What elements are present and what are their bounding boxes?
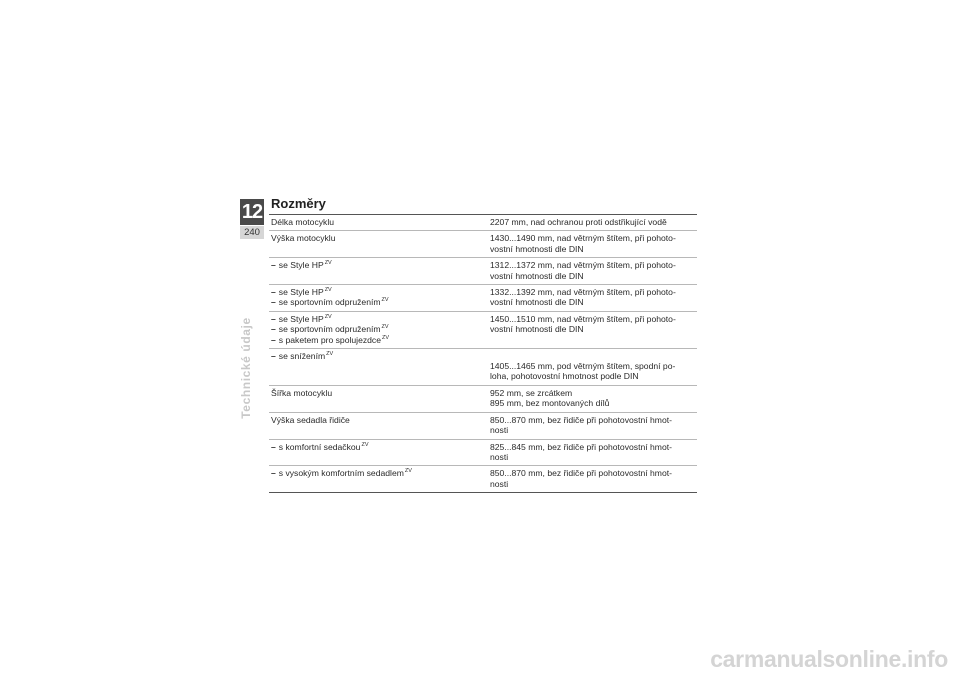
dash-bullet-icon: –	[271, 334, 276, 345]
spec-value-cell	[490, 231, 697, 258]
spec-value-cell	[490, 215, 697, 231]
spec-value-line: 1450...1510 mm, nad větrným štítem, při pohoto-	[490, 313, 676, 324]
accessory-marker: ZV	[324, 260, 332, 267]
spec-value-cell	[490, 466, 697, 493]
chapter-number: 12	[241, 201, 263, 223]
spec-label-cell	[269, 231, 490, 258]
spec-value-cell	[490, 439, 697, 466]
spec-label-text: s vysokým komfortním sedadlem	[278, 468, 404, 479]
accessory-marker: ZV	[324, 313, 332, 320]
dash-bullet-icon: –	[271, 313, 276, 324]
spec-value-cell	[490, 311, 697, 348]
dimensions-table	[269, 214, 697, 493]
section-title: Rozměry	[271, 196, 326, 211]
spec-label-line	[271, 415, 490, 425]
spec-label-text: se sportovním odpružením	[278, 324, 381, 335]
spec-label-text: s paketem pro spolujezdce	[278, 334, 382, 345]
spec-label-text: Délka motocyklu	[271, 217, 335, 227]
spec-value-cell	[490, 285, 697, 312]
dash-bullet-icon: –	[271, 297, 276, 308]
spec-label-text: se snížením	[278, 351, 326, 362]
spec-label-cell	[269, 385, 490, 412]
spec-label-cell	[269, 349, 490, 386]
spec-label-text: se sportovním odpružením	[278, 297, 381, 308]
spec-value-line: 952 mm, se zrcátkem	[490, 387, 573, 398]
spec-value-cell	[490, 412, 697, 439]
spec-value-line: vostní hmotnosti dle DIN	[490, 297, 584, 308]
spec-label-cell	[269, 215, 490, 231]
table-row	[269, 285, 697, 312]
spec-label-text: se Style HP	[278, 313, 324, 324]
spec-label-text: Výška motocyklu	[271, 233, 336, 244]
spec-value-line: 850...870 mm, bez řidiče při pohotovostní hmot-	[490, 414, 672, 425]
dash-bullet-icon: –	[271, 441, 276, 452]
table-row	[269, 385, 697, 412]
spec-value-line: 1430...1490 mm, nad větrným štítem, při pohoto-	[490, 233, 676, 244]
spec-value-line: nosti	[490, 451, 509, 462]
spec-label-line	[271, 287, 490, 297]
spec-label-line	[271, 335, 490, 345]
dash-bullet-icon: –	[271, 287, 276, 298]
spec-label-line	[271, 324, 490, 334]
spec-label-line	[271, 351, 490, 361]
table-row	[269, 349, 697, 386]
table-row	[269, 439, 697, 466]
spec-label-line	[271, 217, 490, 227]
spec-value-line: 1312...1372 mm, nad větrným štítem, při pohoto-	[490, 260, 676, 271]
spec-value-line: 2207 mm, nad ochranou proti odstřikující vodě	[490, 217, 667, 227]
table-row	[269, 231, 697, 258]
spec-label-cell	[269, 311, 490, 348]
chapter-side-title: Technické údaje	[239, 317, 253, 419]
spec-label-cell	[269, 412, 490, 439]
spec-label-line	[271, 388, 490, 398]
spec-label-cell	[269, 466, 490, 493]
accessory-marker: ZV	[361, 441, 369, 448]
accessory-marker: ZV	[381, 297, 389, 304]
spec-label-cell	[269, 439, 490, 466]
page-number: 240	[240, 226, 264, 239]
value-spacer	[490, 351, 697, 361]
spec-value-cell	[490, 385, 697, 412]
spec-label-text: s komfortní sedačkou	[278, 441, 361, 452]
spec-label-line	[271, 260, 490, 270]
accessory-marker: ZV	[381, 324, 389, 331]
spec-value-cell	[490, 258, 697, 285]
accessory-marker: ZV	[404, 468, 412, 475]
dash-bullet-icon: –	[271, 351, 276, 362]
spec-value-line: 825...845 mm, bez řidiče při pohotovostní hmot-	[490, 441, 672, 452]
spec-label-line	[271, 314, 490, 324]
spec-label-line	[271, 442, 490, 452]
accessory-marker: ZV	[326, 351, 334, 358]
spec-label-cell	[269, 258, 490, 285]
spec-value-line: vostní hmotnosti dle DIN	[490, 243, 584, 254]
spec-value-line: 850...870 mm, bez řidiče při pohotovostní hmot-	[490, 468, 672, 479]
spec-value-line: 1405...1465 mm, pod větrným štítem, spodní po-	[490, 361, 676, 372]
spec-value-line: loha, pohotovostní hmotnost podle DIN	[490, 371, 639, 382]
spec-label-line	[271, 297, 490, 307]
table-row	[269, 215, 697, 231]
watermark[interactable]: carmanualsonline.info	[710, 646, 948, 672]
dimensions-table-body	[269, 215, 697, 493]
spec-label-cell	[269, 285, 490, 312]
spec-value-line: nosti	[490, 425, 509, 436]
spec-value-cell	[490, 349, 697, 386]
spec-value-line: nosti	[490, 478, 509, 489]
accessory-marker: ZV	[382, 334, 390, 341]
table-row	[269, 258, 697, 285]
spec-value-line: 895 mm, bez montovaných dílů	[490, 398, 610, 409]
spec-label-line	[271, 468, 490, 478]
spec-label-text: se Style HP	[278, 287, 324, 298]
dash-bullet-icon: –	[271, 468, 276, 479]
spec-value-line: vostní hmotnosti dle DIN	[490, 324, 584, 335]
accessory-marker: ZV	[324, 287, 332, 294]
table-row	[269, 412, 697, 439]
dash-bullet-icon: –	[271, 324, 276, 335]
spec-label-line	[271, 233, 490, 243]
spec-value-line: vostní hmotnosti dle DIN	[490, 270, 584, 281]
dash-bullet-icon: –	[271, 260, 276, 271]
spec-label-text: se Style HP	[278, 260, 324, 271]
spec-label-text: Šířka motocyklu	[271, 387, 333, 398]
table-row	[269, 311, 697, 348]
spec-value-line: 1332...1392 mm, nad větrným štítem, při pohoto-	[490, 287, 676, 298]
table-row	[269, 466, 697, 493]
spec-label-text: Výška sedadla řidiče	[271, 414, 350, 425]
